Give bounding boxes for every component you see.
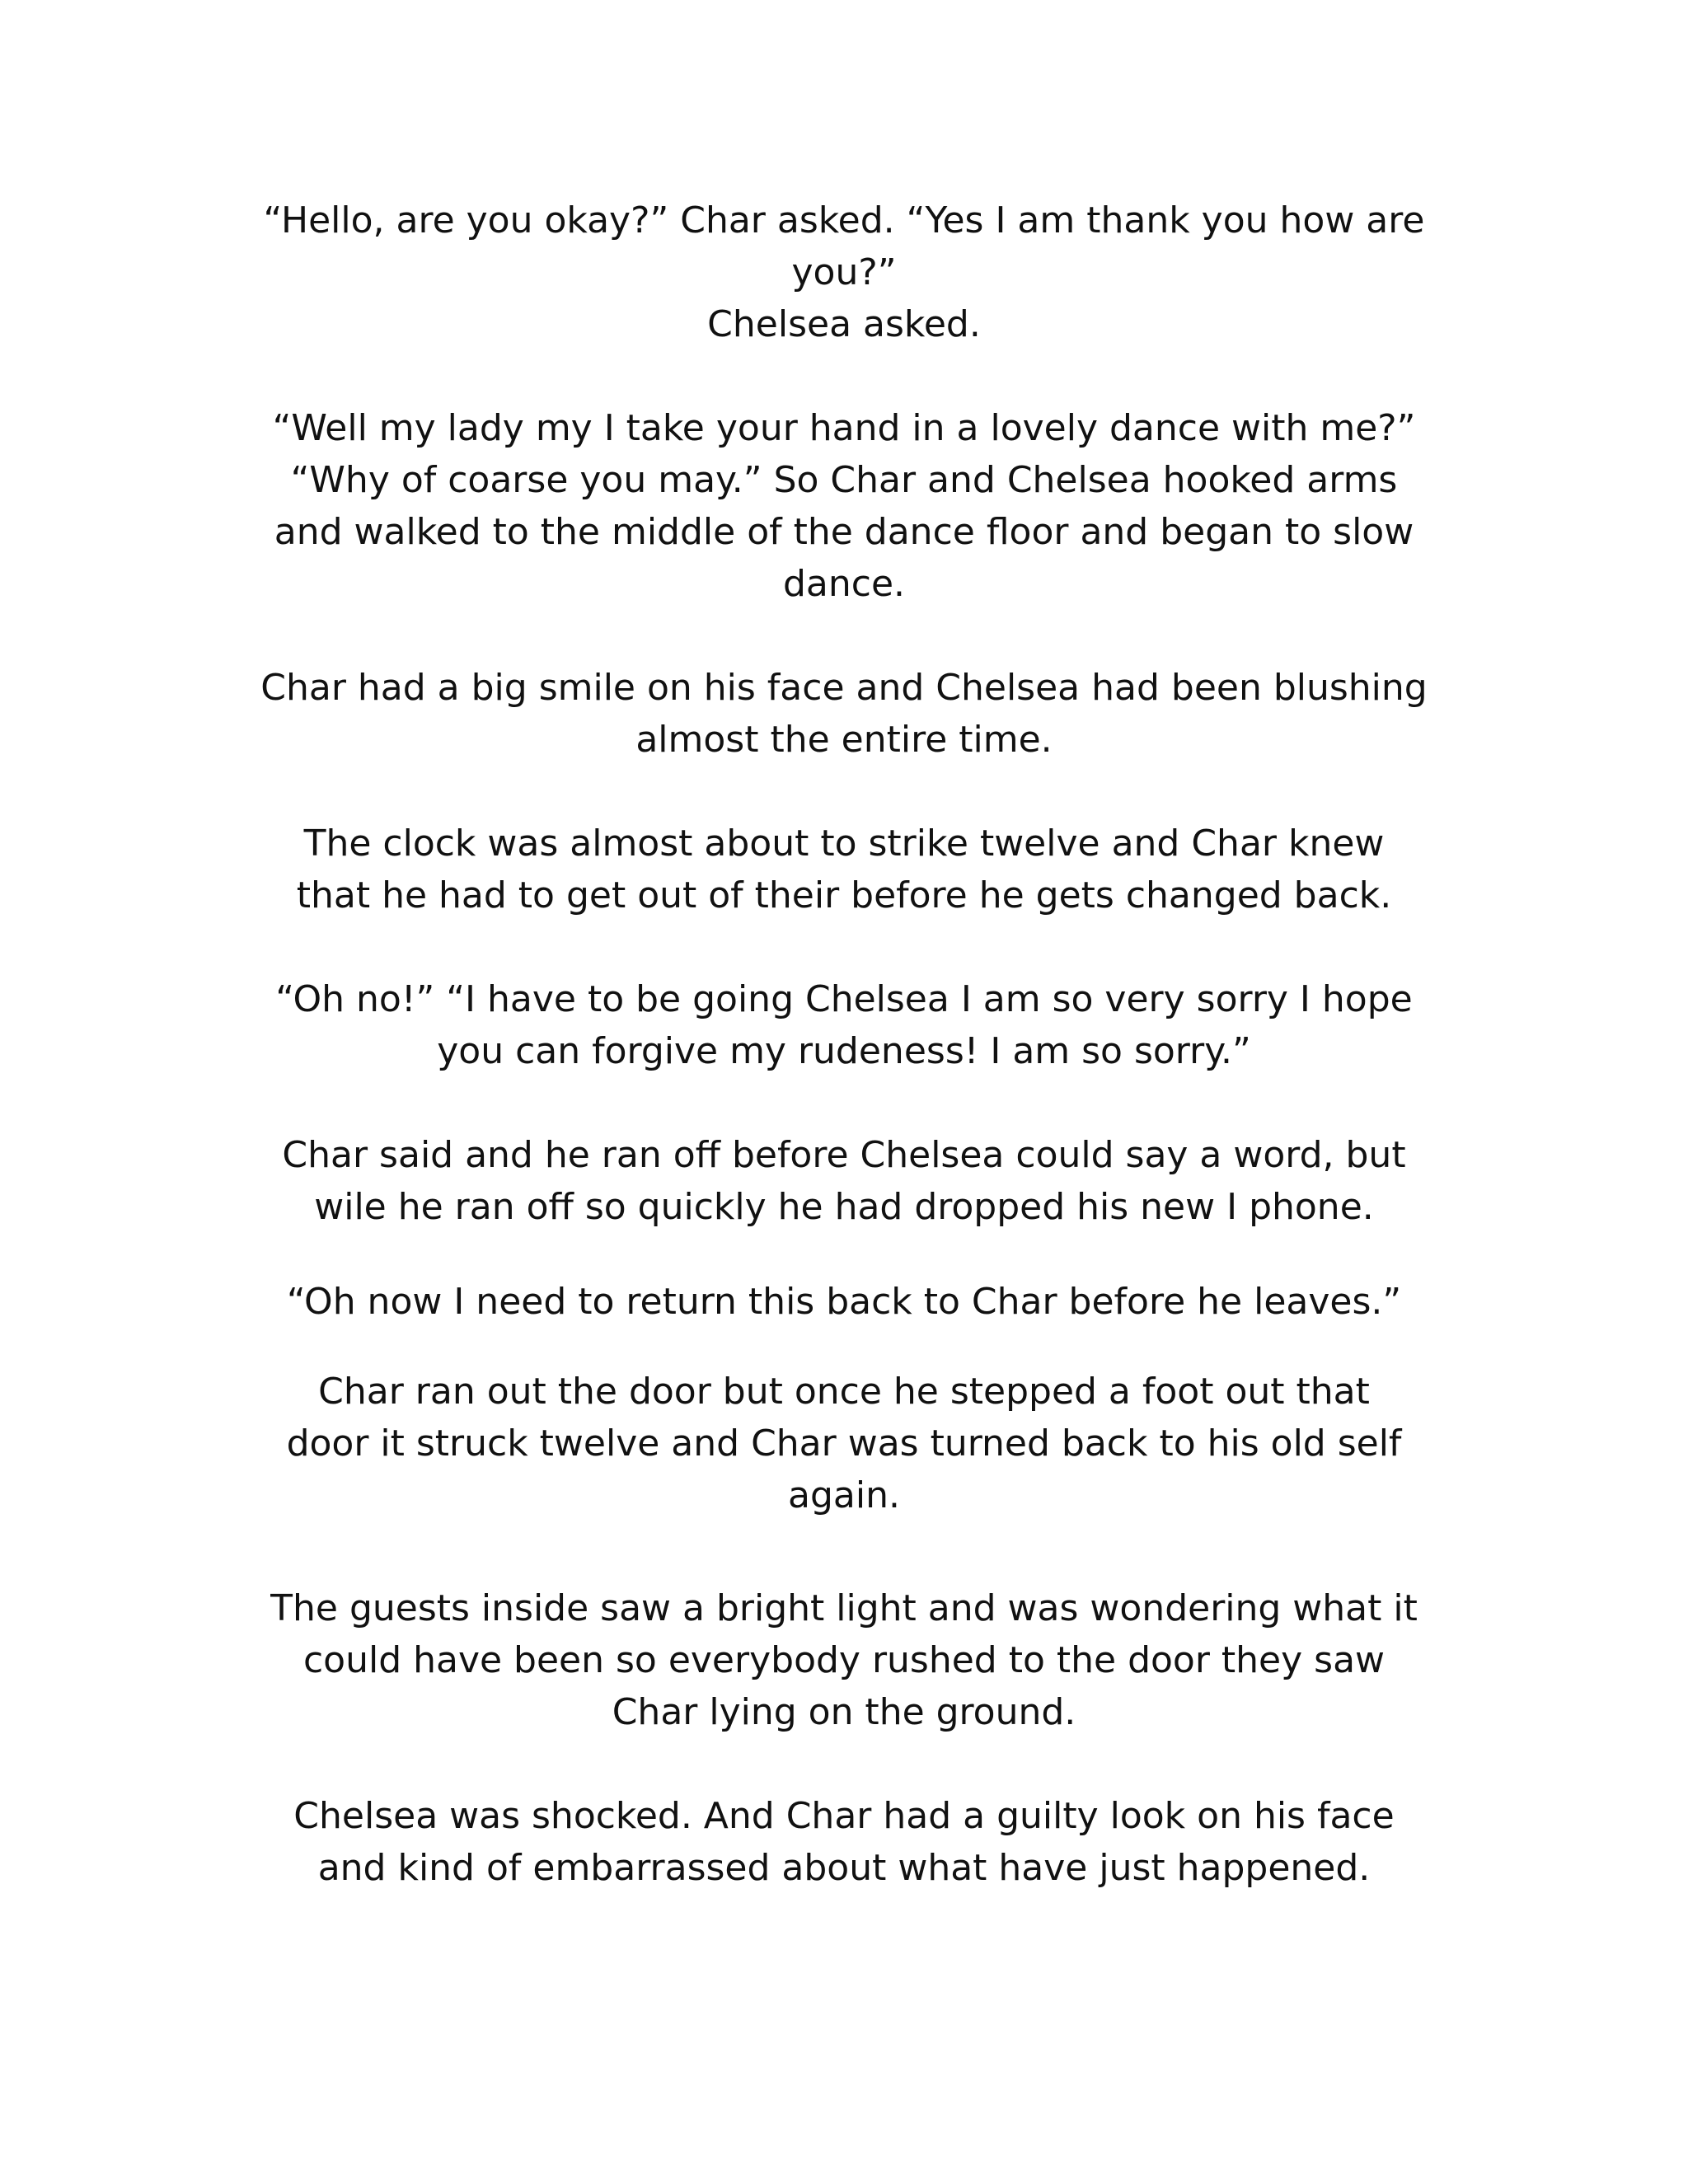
- paragraph-dance-invitation: “Well my lady my I take your hand in a lovely dance with me?” “Why of coarse you may.” So Char and Chelsea hooked arms and walked to the middle of the dance floor and began to slow dance.: [272, 407, 1416, 605]
- paragraph-bright-light: The guests inside saw a bright light and was wondering what it could have been so everybody rushed to the door they saw Char lying on the ground.: [270, 1587, 1418, 1733]
- paragraph-turned-back: Char ran out the door but once he stepped a foot out that door it struck twelve and Char was turned back to his old self again.: [286, 1371, 1402, 1516]
- paragraph-oh-no: “Oh no!” “I have to be going Chelsea I am so very sorry I hope you can forgive my rudeness! I am so sorry.”: [275, 978, 1413, 1072]
- paragraph-shocked: Chelsea was shocked. And Char had a guilty look on his face and kind of embarrassed about what have just happened.: [293, 1795, 1395, 1889]
- paragraph-return-phone: “Oh now I need to return this back to Char before he leaves.”: [286, 1281, 1402, 1323]
- paragraph-clock-twelve: The clock was almost about to strike twelve and Char knew that he had to get out of their before he gets changed back.: [296, 823, 1392, 916]
- paragraph-greeting: “Hello, are you okay?” Char asked. “Yes I am thank you how are you?” Chelsea asked.: [263, 199, 1425, 345]
- paragraph-smile-blushing: Char had a big smile on his face and Chelsea had been blushing almost the entire time.: [260, 667, 1428, 761]
- paragraph-ran-off: Char said and he ran off before Chelsea could say a word, but wile he ran off so quickly he had dropped his new I phone.: [282, 1134, 1406, 1228]
